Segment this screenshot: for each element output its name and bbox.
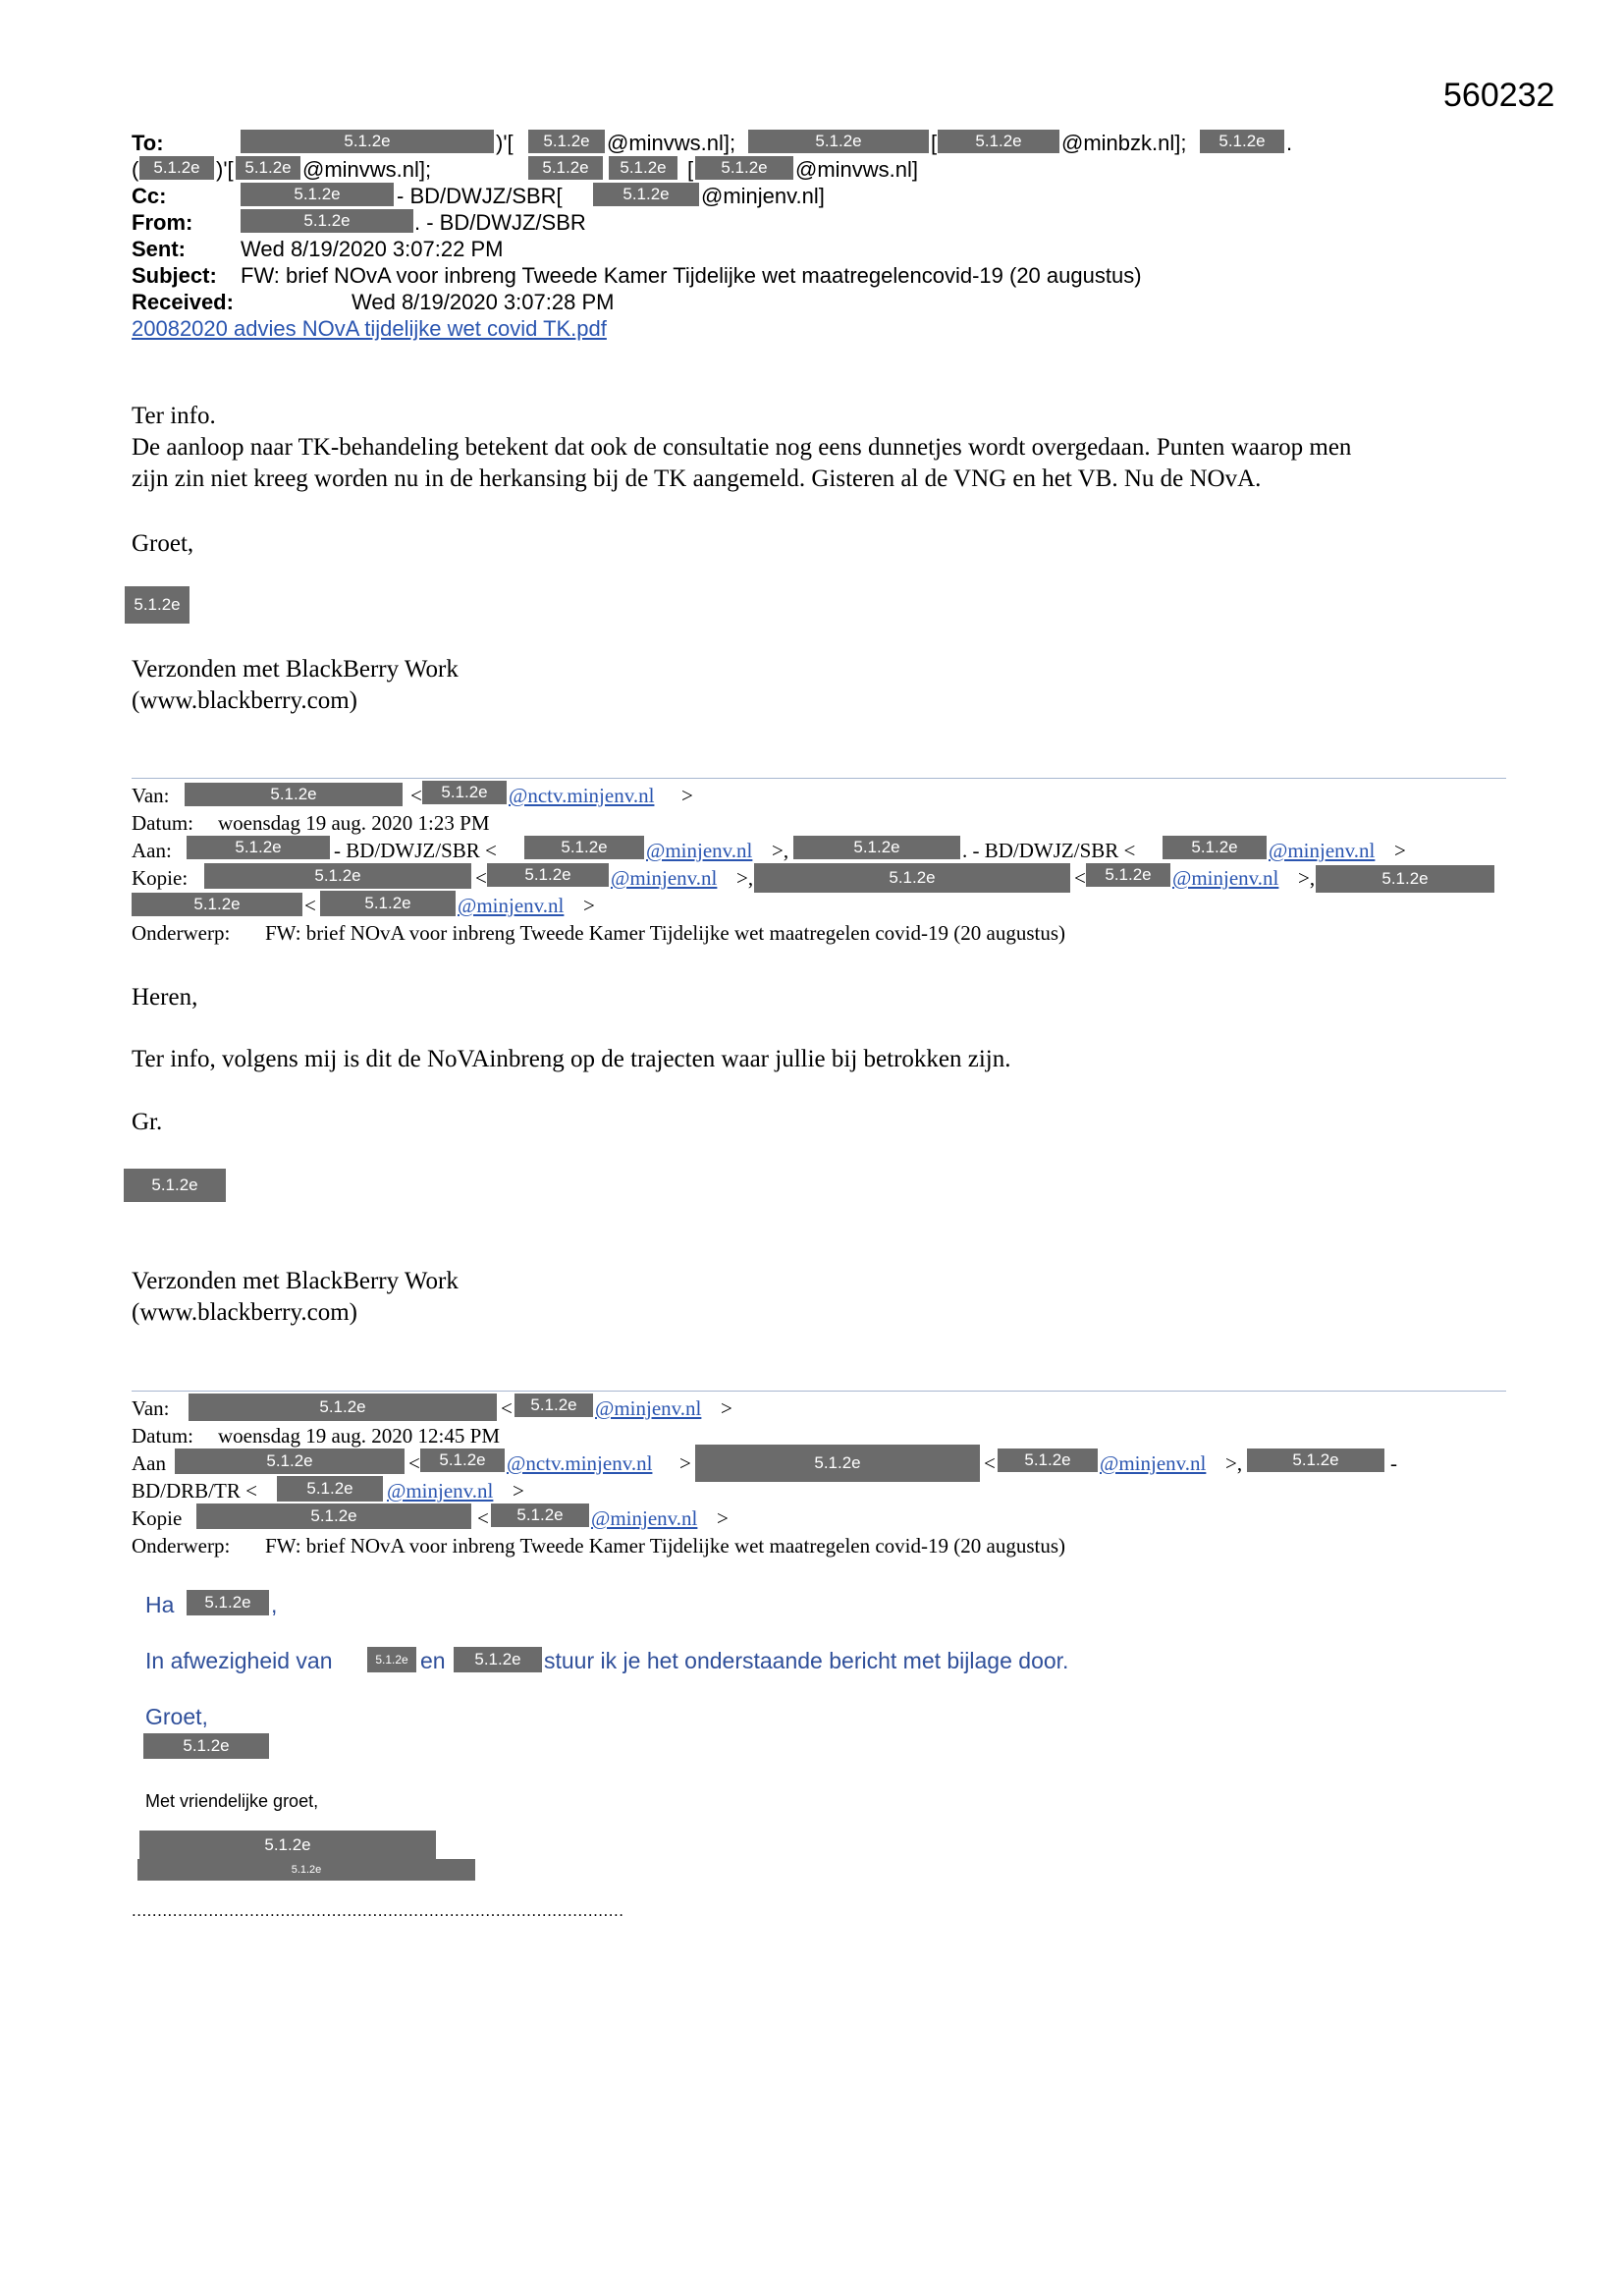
redaction: 5.1.2e [196, 1503, 471, 1529]
forward2-absence-pre: In afwezigheid van [145, 1648, 333, 1673]
attachment-link[interactable]: 20082020 advies NOvA tijdelijke wet covid TK.pdf [132, 316, 607, 341]
message1-line3: zijn zin niet kreeg worden nu in de herkansing bij de TK aangemeld. Gisteren al de VNG en het VB. Nu de NOvA. [132, 465, 1262, 492]
redaction: 5.1.2e [420, 1449, 505, 1472]
from-label: From: [132, 210, 193, 235]
redaction: 5.1.2e [187, 836, 330, 859]
redaction: 5.1.2e [236, 156, 300, 180]
cc-label: Cc: [132, 184, 167, 208]
redaction: 5.1.2e [998, 1449, 1098, 1472]
redaction: 5.1.2e [528, 156, 603, 180]
redaction: 5.1.2e [487, 863, 609, 887]
to-domain-minvws-2: @minvws.nl]; [302, 157, 432, 182]
forward1-sent-with: Verzonden met BlackBerry Work [132, 1268, 459, 1294]
onderwerp-value: FW: brief NOvA voor inbreng Tweede Kamer Tijdelijke wet maatregelen covid-19 (20 augustus) [265, 1534, 1066, 1558]
forward2-absence-post: stuur ik je het onderstaande bericht met bijlage door. [544, 1648, 1069, 1673]
onderwerp-value: FW: brief NOvA voor inbreng Tweede Kamer Tijdelijke wet maatregelen covid-19 (20 augustus) [265, 921, 1066, 945]
forward2-sign-off: Met vriendelijke groet, [145, 1791, 319, 1811]
redaction: 5.1.2e [277, 1476, 383, 1502]
kopie-label: Kopie [132, 1506, 183, 1530]
to-label: To: [132, 131, 164, 155]
to-domain-minbzk: @minbzk.nl]; [1061, 131, 1187, 155]
forward2-greeting: Groet, [145, 1704, 208, 1729]
redaction: 5.1.2e [938, 130, 1059, 153]
forward1-salutation: Heren, [132, 984, 198, 1011]
kopie-email-2[interactable]: @minjenv.nl [1172, 866, 1279, 890]
redaction: 5.1.2e [514, 1394, 593, 1417]
redaction: 5.1.2e [185, 783, 403, 806]
forward2-absence-and: en [420, 1648, 446, 1673]
separator [132, 778, 1506, 779]
redaction: 5.1.2e [748, 130, 929, 153]
redaction: 5.1.2e [320, 891, 456, 916]
datum-value: woensdag 19 aug. 2020 12:45 PM [218, 1424, 500, 1448]
redaction: 5.1.2e [204, 863, 471, 889]
van-label: Van: [132, 1396, 170, 1420]
dotted-separator: ................................................................................................ [132, 1901, 624, 1920]
received-value: Wed 8/19/2020 3:07:28 PM [352, 290, 615, 314]
aan-email-2[interactable]: @minjenv.nl [1100, 1451, 1207, 1475]
message1-line1: Ter info. [132, 403, 216, 429]
redaction: 5.1.2e [524, 836, 644, 859]
signature-redaction: 5.1.2e [124, 1169, 226, 1202]
onderwerp-label: Onderwerp: [132, 921, 231, 945]
redaction: 5.1.2e [175, 1449, 405, 1474]
redaction: 5.1.2e [422, 781, 507, 804]
redaction: 5.1.2e [609, 156, 677, 180]
aan-org: - BD/DWJZ/SBR < [334, 839, 497, 862]
redaction: 5.1.2e [1163, 836, 1267, 859]
aan-email-1[interactable]: @minjenv.nl [646, 839, 753, 862]
redaction: 5.1.2e [793, 836, 960, 859]
aan-email-1[interactable]: @nctv.minjenv.nl [507, 1451, 653, 1475]
aan-org: BD/DRB/TR < [132, 1479, 257, 1503]
redaction: 5.1.2e [367, 1647, 416, 1672]
signature-redaction: 5.1.2e [125, 586, 189, 624]
redaction: 5.1.2e [528, 130, 605, 153]
forward1-body: Ter info, volgens mij is dit de NoVAinbreng op de trajecten waar jullie bij betrokken zijn. [132, 1046, 1011, 1072]
received-label: Received: [132, 290, 234, 314]
redaction: 5.1.2e [1316, 865, 1494, 893]
aan-dash: - [1390, 1451, 1397, 1475]
redaction: 5.1.2e [695, 1445, 980, 1482]
document-number: 560232 [1443, 77, 1555, 114]
redaction: 5.1.2e [1086, 863, 1170, 887]
subject-value: FW: brief NOvA voor inbreng Tweede Kamer Tijdelijke wet maatregelencovid-19 (20 augustus) [241, 263, 1142, 288]
from-org: . - BD/DWJZ/SBR [414, 210, 586, 235]
sent-value: Wed 8/19/2020 3:07:22 PM [241, 237, 504, 261]
aan-email-2[interactable]: @minjenv.nl [1269, 839, 1376, 862]
van-label: Van: [132, 784, 170, 807]
redaction: 5.1.2e [1247, 1449, 1384, 1472]
redaction: 5.1.2e [241, 130, 494, 153]
redaction: 5.1.2e [139, 156, 214, 180]
forward1-closing: Gr. [132, 1109, 163, 1135]
redaction: 5.1.2e [454, 1647, 542, 1672]
van-email[interactable]: @nctv.minjenv.nl [509, 784, 655, 807]
kopie-email-3[interactable]: @minjenv.nl [458, 894, 565, 917]
van-email[interactable]: @minjenv.nl [595, 1396, 702, 1420]
signature-redaction: 5.1.2e [143, 1733, 269, 1759]
redaction: 5.1.2e [491, 1503, 589, 1527]
separator [132, 1391, 1506, 1392]
forward2-ha-comma: , [271, 1592, 278, 1617]
signature-redaction: 5.1.2e [139, 1831, 436, 1860]
datum-value: woensdag 19 aug. 2020 1:23 PM [218, 811, 490, 835]
datum-label: Datum: [132, 811, 193, 835]
redaction: 5.1.2e [241, 183, 394, 206]
redaction: 5.1.2e [1200, 130, 1284, 153]
forward1-blackberry-url: (www.blackberry.com) [132, 1299, 357, 1326]
aan-label: Aan [132, 1451, 166, 1475]
redaction: 5.1.2e [187, 1590, 269, 1615]
message1-greeting: Groet, [132, 530, 194, 557]
datum-label: Datum: [132, 1424, 193, 1448]
message1-sent-with: Verzonden met BlackBerry Work [132, 656, 459, 683]
kopie-label: Kopie: [132, 866, 189, 890]
signature-redaction: 5.1.2e [137, 1859, 475, 1881]
redaction: 5.1.2e [695, 156, 793, 180]
cc-org: - BD/DWJZ/SBR[ [397, 184, 563, 208]
to-domain-minvws: @minvws.nl]; [607, 131, 736, 155]
aan-org-2: . - BD/DWJZ/SBR < [962, 839, 1136, 862]
aan-email-3[interactable]: @minjenv.nl [387, 1479, 494, 1503]
kopie-email-1[interactable]: @minjenv.nl [611, 866, 718, 890]
kopie-email[interactable]: @minjenv.nl [591, 1506, 698, 1530]
to-domain-minvws-3: @minvws.nl] [795, 157, 919, 182]
aan-label: Aan: [132, 839, 172, 862]
redaction: 5.1.2e [189, 1394, 497, 1421]
subject-label: Subject: [132, 263, 217, 288]
redaction: 5.1.2e [241, 209, 413, 233]
redaction: 5.1.2e [593, 183, 699, 206]
message1-line2: De aanloop naar TK-behandeling betekent dat ook de consultatie nog eens dunnetjes wordt overgedaan. Punten waarop men [132, 434, 1352, 461]
onderwerp-label: Onderwerp: [132, 1534, 231, 1558]
redaction: 5.1.2e [754, 863, 1070, 893]
sent-label: Sent: [132, 237, 186, 261]
forward2-ha: Ha [145, 1592, 175, 1617]
cc-domain: @minjenv.nl] [701, 184, 825, 208]
redaction: 5.1.2e [132, 893, 302, 916]
message1-blackberry-url: (www.blackberry.com) [132, 687, 357, 714]
